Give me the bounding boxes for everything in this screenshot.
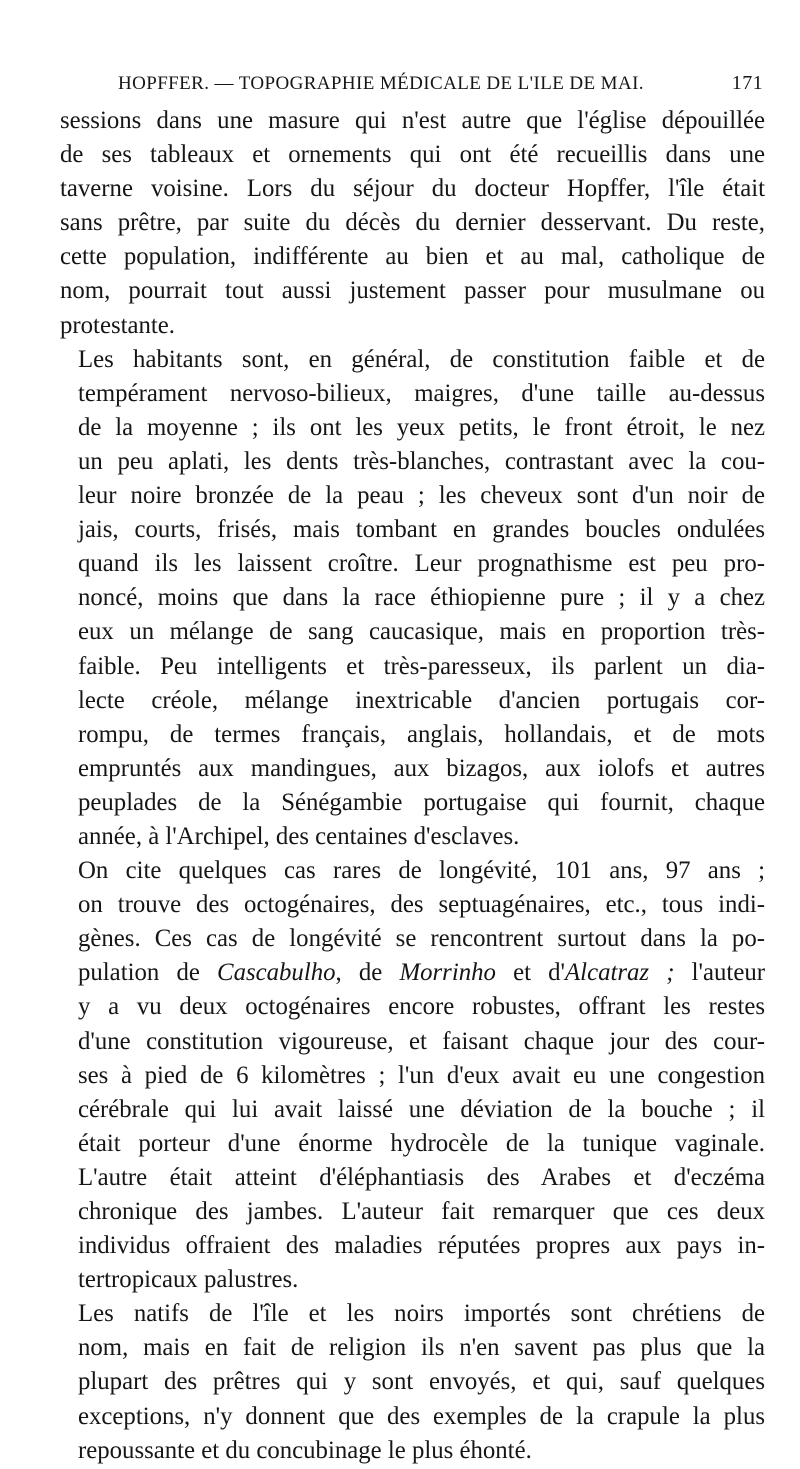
running-title: HOPFFER. — TOPOGRAPHIE MÉDICALE DE L'ILE DE MAI. — [118, 73, 644, 94]
text-line: de la moyenne ; ils ont les yeux petits, le front étroit, le nez — [78, 413, 765, 441]
text-line: leur noire bronzée de la peau ; les cheveux sont d'un noir de — [78, 482, 765, 510]
text-line: d'une constitution vigoureuse, et faisant chaque jour des cour- — [78, 1027, 765, 1055]
text-line: lecte créole, mélange inextricable d'ancien portugais cor- — [78, 686, 765, 714]
text-line: tempérament nervoso-bilieux, maigres, d'une taille au-dessus — [78, 379, 765, 407]
text-line: on trouve des octogénaires, des septuagénaires, etc., tous indi- — [78, 891, 765, 919]
text-line: empruntés aux mandingues, aux bizagos, aux iolofs et autres — [78, 754, 765, 782]
text-line: protestante. — [60, 311, 175, 339]
text-fragment: pulation de — [78, 959, 218, 987]
text-line: de ses tableaux et ornements qui ont été recueillis dans une — [60, 141, 765, 169]
text-line: repoussante et du concubinage le plus éhonté. — [78, 1436, 532, 1464]
text-line: quand ils les laissent croître. Leur prognathisme est peu pro- — [78, 550, 765, 578]
text-line: nom, mais en fait de religion ils n'en savent pas plus que la — [78, 1334, 765, 1362]
place-name-alcatraz: Alcatraz ; — [565, 959, 675, 987]
text-line: chronique des jambes. L'auteur fait remarquer que ces deux — [78, 1198, 765, 1225]
text-line: Les habitants sont, en général, de constitution faible et de — [78, 345, 765, 373]
text-line: plupart des prêtres qui y sont envoyés, et qui, sauf quelques — [78, 1368, 765, 1396]
text-line: gènes. Ces cas de longévité se rencontrent surtout dans la po- — [78, 925, 765, 953]
page-number: 171 — [731, 72, 763, 94]
running-header — [118, 72, 763, 95]
paragraph-3 — [60, 854, 765, 1297]
text-line: nom, pourrait tout aussi justement passer pour musulmane ou — [60, 277, 765, 305]
text-line: On cite quelques cas rares de longévité, 101 ans, 97 ans ; — [78, 857, 765, 885]
place-name-morrinho: Morrinho — [399, 959, 496, 987]
text-line: Les natifs de l'île et les noirs importés sont chrétiens de — [78, 1300, 765, 1328]
text-fragment: , de — [335, 959, 400, 987]
text-line-with-place-names — [60, 956, 765, 990]
text-line: jais, courts, frisés, mais tombant en grandes boucles ondulées — [78, 516, 765, 544]
text-line: individus offraient des maladies réputées propres aux pays in- — [78, 1232, 765, 1260]
text-line: sans prêtre, par suite du décès du dernier desservant. Du reste, — [60, 209, 765, 237]
text-line: tertropicaux palustres. — [78, 1266, 299, 1294]
text-line: cette population, indifférente au bien et au mal, catholique de — [60, 243, 765, 271]
text-line: sessions dans une masure qui n'est autre que l'église dépouillée — [60, 107, 765, 134]
text-line: L'autre était atteint d'éléphantiasis des Arabes et d'eczéma — [78, 1163, 765, 1191]
text-line: faible. Peu intelligents et très-paresseux, ils parlent un dia- — [78, 652, 765, 680]
paragraph-2 — [60, 343, 765, 854]
paragraph-4 — [60, 1297, 765, 1467]
text-line: noncé, moins que dans la race éthiopienne pure ; il y a chez — [78, 584, 765, 612]
paragraph-1 — [60, 104, 765, 343]
text-line: peuplades de la Sénégambie portugaise qui fournit, chaque — [78, 788, 765, 816]
body-text — [60, 104, 765, 1468]
text-line: y a vu deux octogénaires encore robustes, offrant les restes — [78, 993, 765, 1021]
text-line: eux un mélange de sang caucasique, mais en proportion très- — [78, 618, 765, 646]
text-line: rompu, de termes français, anglais, hollandais, et de mots — [78, 720, 765, 748]
text-line: ses à pied de 6 kilomètres ; l'un d'eux avait eu une congestion — [78, 1061, 765, 1089]
text-line: année, à l'Archipel, des centaines d'esclaves. — [78, 822, 520, 850]
text-line: taverne voisine. Lors du séjour du docteur Hopffer, l'île était — [60, 175, 765, 203]
text-line: cérébrale qui lui avait laissé une déviation de la bouche ; il — [78, 1095, 765, 1123]
place-name-cascabulho: Cascabulho — [217, 959, 336, 987]
text-line: exceptions, n'y donnent que des exemples de la crapule la plus — [78, 1402, 765, 1430]
text-fragment: et d' — [495, 959, 566, 987]
text-line: était porteur d'une énorme hydrocèle de la tunique vaginale. — [78, 1129, 765, 1157]
text-line: un peu aplati, les dents très-blanches, contrastant avec la cou- — [78, 447, 765, 475]
text-fragment: l'auteur — [674, 959, 765, 987]
